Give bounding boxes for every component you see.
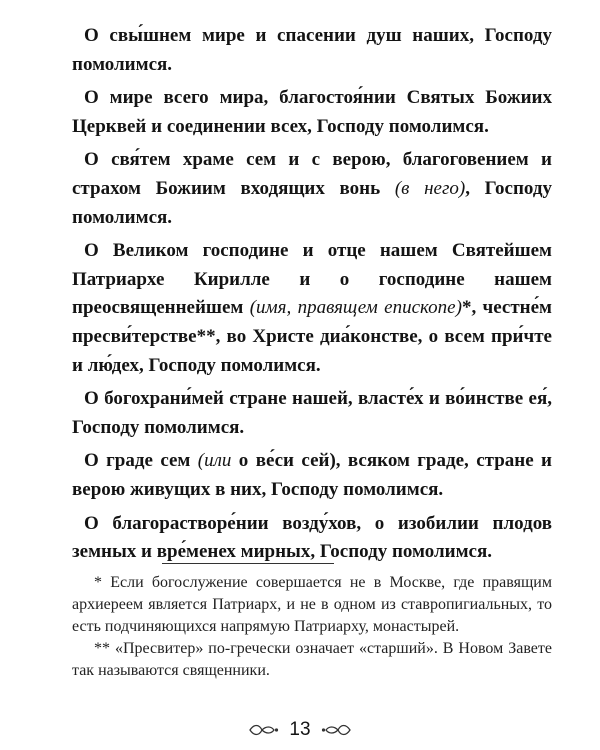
footnote: * Если богослужение совершается не в Москве, где правящим архиереем является Патриарх, и не в одном из ставропигиальных, то есть подчиняющихся напрямую Патриарху, монастырей. [72, 574, 552, 635]
petition-text: О мире всего мира, благостоя́нии Святых Божиих Церквей и соединении всех, Господу помолимся. [72, 87, 552, 137]
petition [72, 22, 552, 79]
ornament-left-icon [249, 723, 279, 737]
footnotes [72, 572, 552, 682]
petition [72, 237, 552, 380]
petition-text: О граде сем [84, 450, 198, 472]
footnote: ** «Пресвитер» по-гречески означает «старший». В Новом Завете так называются священники. [72, 640, 552, 679]
rubric-note: (в него) [394, 177, 466, 199]
petition-text: о ве́си сей), всяком граде, стране и верою живущих в них, Господу помолимся. [72, 450, 552, 500]
petition [72, 84, 552, 141]
rubric-note: (имя, правящем епископе) [249, 297, 462, 319]
petition-text: О свя́тем храме сем и с верою, благоговением и страхом Божиим входящих вонь [72, 149, 552, 199]
petition [72, 447, 552, 504]
petition-text: О благорастворе́нии возду́хов, о изобилии плодов земных и вре́менех мирных, Господу помолимся. [72, 512, 552, 563]
petition-text: *, честне́м пресви́терстве**, во Христе диа́констве, о всем при́чте и лю́дех, Господу помолимся. [72, 297, 552, 376]
page-number: 13 [289, 719, 311, 740]
page-footer [0, 718, 600, 742]
footnote-divider [162, 563, 334, 564]
petition [72, 510, 552, 567]
petition [72, 385, 552, 442]
petition-text: , Господу помолимся. [72, 177, 552, 228]
rubric-note: (или [197, 450, 232, 472]
ornament-right-icon [321, 723, 351, 737]
petition-text: О Великом господине и отце нашем Святейшем Патриархе Кирилле и о господине нашем преосвященнейшем [72, 240, 552, 319]
petition [72, 146, 552, 232]
petition-text: О свы́шнем мире и спасении душ наших, Господу помолимся. [72, 25, 552, 75]
main-text [72, 22, 552, 572]
petition-text: О богохрани́мей стране нашей, власте́х и во́инстве ея́, Господу помолимся. [72, 388, 552, 438]
